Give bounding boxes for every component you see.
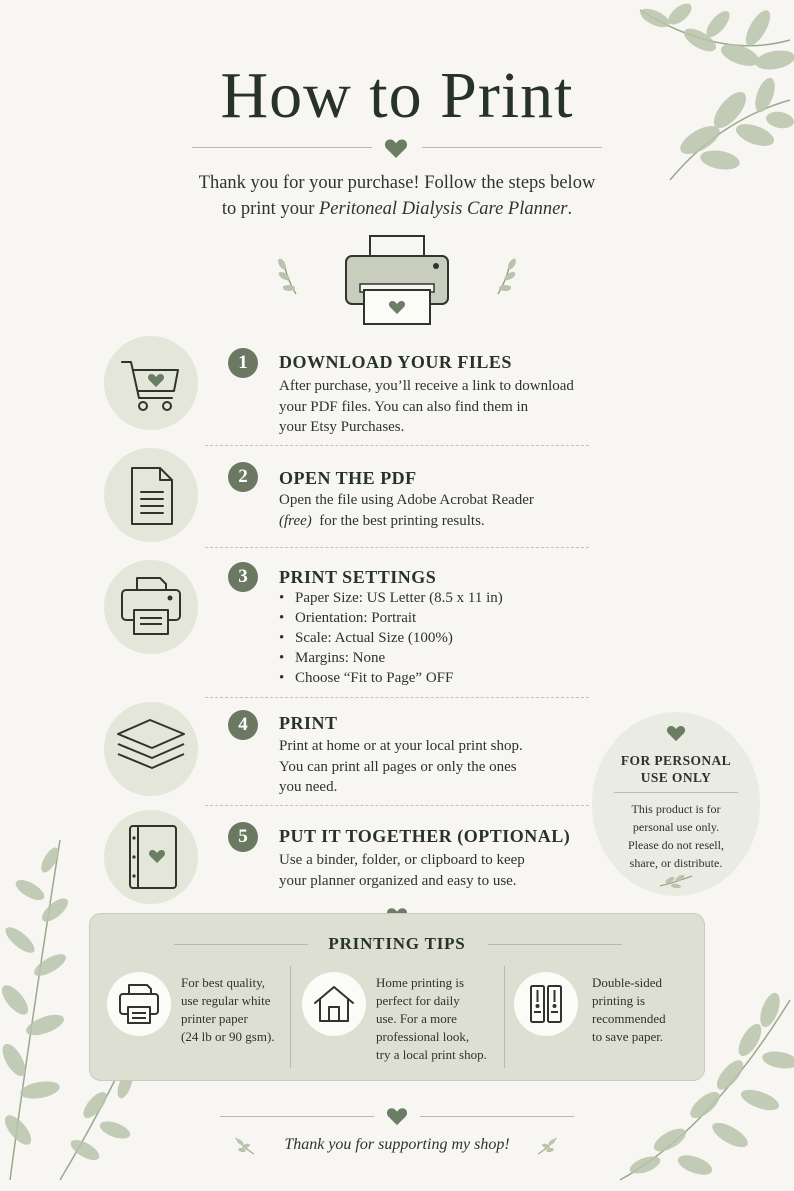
step-divider — [205, 697, 589, 698]
list-item: • Scale: Actual Size (100%) — [279, 630, 453, 646]
step-download — [0, 336, 794, 442]
list-item: • Choose “Fit to Page” OFF — [279, 670, 454, 686]
tip-text: Home printing is perfect for daily use. For a more professional look, try a local print shop. — [376, 975, 487, 1062]
step-icon-circle — [104, 560, 198, 654]
step-title: OPEN THE PDF — [279, 468, 417, 488]
step-title: DOWNLOAD YOUR FILES — [279, 352, 512, 372]
title-divider-left — [192, 147, 372, 148]
step-divider — [205, 547, 589, 548]
step-icon-circle — [104, 702, 198, 796]
printer-illustration-icon — [276, 232, 518, 328]
title-divider-right — [422, 147, 602, 148]
step-divider — [205, 805, 589, 806]
printer-icon — [107, 972, 171, 1036]
leaf-sprig-icon — [536, 1136, 560, 1156]
step-title: PRINT SETTINGS — [279, 567, 437, 587]
personal-use-badge — [592, 712, 760, 896]
printing-tips-title: PRINTING TIPS — [328, 934, 466, 953]
step-number: 3 — [228, 562, 258, 592]
step-icon-circle — [104, 810, 198, 904]
list-item: • Paper Size: US Letter (8.5 x 11 in) — [279, 590, 503, 606]
footer-divider-left — [220, 1116, 374, 1117]
tip-icon-circle — [302, 972, 366, 1036]
binder-heart-icon — [104, 810, 198, 904]
heart-icon — [384, 137, 408, 159]
tip-icon-circle — [514, 972, 578, 1036]
heart-icon — [386, 1106, 408, 1126]
step-icon-circle — [104, 336, 198, 430]
step-description: Print at home or at your local print shop. You can print all pages or only the ones you need. — [279, 738, 523, 795]
print-settings-list — [279, 588, 503, 688]
heart-icon — [666, 724, 686, 742]
tip-icon-circle — [107, 972, 171, 1036]
paper-stack-icon — [104, 702, 198, 796]
badge-divider — [614, 792, 738, 793]
double-sided-binders-icon — [514, 972, 578, 1036]
list-item: • Margins: None — [279, 650, 386, 666]
step-description: Use a binder, folder, or clipboard to keep your planner organized and easy to use. — [279, 852, 525, 889]
tip-separator — [290, 966, 291, 1068]
footer-thank-you: Thank you for supporting my shop! — [284, 1136, 510, 1153]
step-icon-circle — [104, 448, 198, 542]
product-name: Peritoneal Dialysis Care Planner — [318, 199, 568, 219]
intro-line-1: Thank you for your purchase! Follow the steps below — [198, 173, 596, 193]
footer-divider-right — [420, 1116, 574, 1117]
step-number: 4 — [228, 710, 258, 740]
shopping-cart-heart-icon — [104, 336, 198, 430]
tips-title-rule-right — [488, 944, 622, 945]
step-open-pdf — [0, 448, 794, 544]
step-title: PUT IT TOGETHER (OPTIONAL) — [279, 826, 571, 846]
personal-use-title: FOR PERSONAL USE ONLY — [620, 753, 732, 785]
tip-text: Double-sided printing is recommended to save paper. — [592, 975, 666, 1044]
intro-text — [0, 170, 794, 222]
step-print-settings — [0, 560, 794, 696]
step-number: 2 — [228, 462, 258, 492]
tip-text: For best quality, use regular white printer paper (24 lb or 90 gsm). — [181, 975, 275, 1044]
printing-tips-panel — [89, 913, 705, 1081]
step-divider — [205, 445, 589, 446]
list-item: • Orientation: Portrait — [279, 610, 417, 626]
document-icon — [104, 448, 198, 542]
step-description: After purchase, you’ll receive a link to download your PDF files. You can also find them in your Etsy Purchases. — [279, 378, 574, 435]
step-title: PRINT — [279, 713, 338, 733]
intro-line-2: to print your Peritoneal Dialysis Care Planner. — [221, 199, 573, 219]
leaf-sprig-icon — [658, 872, 694, 888]
personal-use-text: This product is for personal use only. Please do not resell, share, or distribute. — [628, 802, 724, 870]
printer-icon — [104, 560, 198, 654]
page-title: How to Print — [220, 59, 574, 132]
step-number: 1 — [228, 348, 258, 378]
step-number: 5 — [228, 822, 258, 852]
step-description: Open the file using Adobe Acrobat Reader (free) for the best printing results. — [279, 492, 534, 529]
house-icon — [302, 972, 366, 1036]
tip-separator — [504, 966, 505, 1068]
